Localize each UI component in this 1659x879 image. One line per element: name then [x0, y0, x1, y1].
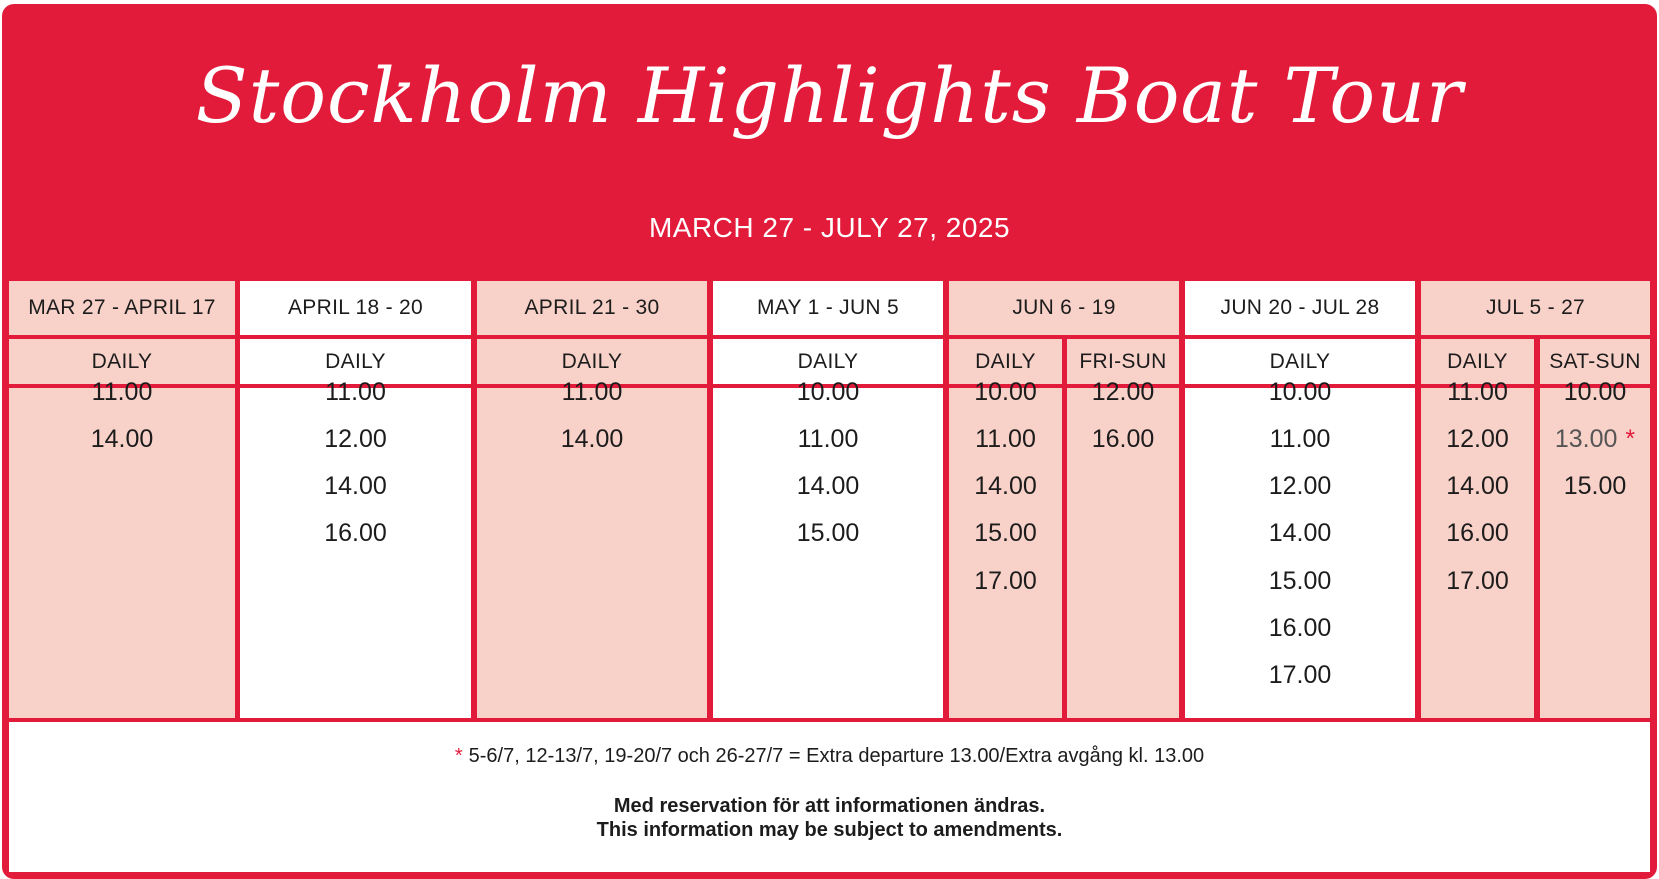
departure-times-column [713, 377, 943, 718]
footer-notes [9, 722, 1650, 872]
departure-times-column [1067, 377, 1179, 718]
departure-time [1185, 467, 1415, 507]
departure-time-value: 17.00 [1446, 566, 1509, 595]
departure-time [713, 372, 943, 412]
departure-time-value: 10.00 [1268, 377, 1332, 406]
departure-time [1185, 609, 1415, 649]
departure-time-value: 14.00 [560, 424, 624, 453]
departure-time-value: 11.00 [1269, 424, 1331, 453]
departure-time [949, 372, 1062, 412]
departure-time [713, 467, 943, 507]
departure-times-column [9, 377, 235, 718]
period-header: MAY 1 - JUN 5 [713, 281, 943, 335]
departure-time-value: 12.00 [1446, 424, 1509, 453]
departure-time [713, 419, 943, 459]
departure-time [1421, 514, 1534, 554]
departure-time-value: 13.00 [1554, 424, 1618, 453]
departure-time [1540, 419, 1650, 459]
departure-time-value: 16.00 [1091, 424, 1155, 453]
departure-time [949, 514, 1062, 554]
departure-time-value: 12.00 [1091, 377, 1155, 406]
departure-time [477, 372, 707, 412]
departure-time [1067, 372, 1179, 412]
departure-time-value: 15.00 [796, 519, 860, 548]
departure-time-value: 16.00 [1446, 519, 1509, 548]
departure-time-value: 15.00 [1268, 566, 1332, 595]
departure-time [1067, 419, 1179, 459]
departure-time [9, 419, 235, 459]
disclaimer-swedish: Med reservation för att informationen ändras. [613, 795, 1046, 817]
extra-departure-footnote [9, 745, 1650, 768]
day-type-header: DAILY [477, 339, 707, 384]
departure-time [1421, 561, 1534, 601]
footnote-text: 5-6/7, 12-13/7, 19-20/7 och 26-27/7 = Extra departure 13.00/Extra avgång kl. 13.00 [468, 745, 1205, 767]
departure-time [240, 467, 471, 507]
disclaimer-english: This information may be subject to amendments. [596, 819, 1063, 841]
departure-time [1421, 419, 1534, 459]
departure-time-value: 14.00 [1446, 472, 1509, 501]
departure-time-value: 10.00 [974, 377, 1037, 406]
period-header: APRIL 18 - 20 [240, 281, 471, 335]
departure-time-value: 16.00 [324, 519, 387, 548]
departure-time-value: 12.00 [1268, 472, 1332, 501]
departure-time-value: 11.00 [797, 424, 859, 453]
page-title: Stockholm Highlights Boat Tour [195, 51, 1464, 140]
departure-time [1185, 514, 1415, 554]
departure-time-value: 11.00 [1447, 377, 1508, 406]
departure-time [477, 419, 707, 459]
departure-time [1421, 372, 1534, 412]
period-header: APRIL 21 - 30 [477, 281, 707, 335]
departure-time-value: 14.00 [1268, 519, 1332, 548]
day-type-header: DAILY [1185, 339, 1415, 384]
departure-time [240, 372, 471, 412]
departure-time [240, 419, 471, 459]
departure-times-column [1421, 377, 1534, 718]
departure-time [1540, 372, 1650, 412]
day-type-header: DAILY [240, 339, 471, 384]
departure-time-value: 14.00 [324, 472, 387, 501]
departure-time-value: 14.00 [90, 424, 154, 453]
departure-time [1421, 467, 1534, 507]
day-type-header: SAT-SUN [1540, 339, 1650, 384]
departure-time-value: 15.00 [1563, 472, 1627, 501]
departure-time [1185, 561, 1415, 601]
departure-time [9, 372, 235, 412]
departure-time [949, 419, 1062, 459]
departure-time-value: 10.00 [1563, 377, 1627, 406]
departure-time [713, 514, 943, 554]
day-type-header: DAILY [713, 339, 943, 384]
day-type-header: DAILY [1421, 339, 1534, 384]
departure-time-value: 11.00 [561, 377, 623, 406]
departure-time-value: 15.00 [974, 519, 1037, 548]
departure-time-value: 17.00 [974, 566, 1037, 595]
day-type-header: DAILY [9, 339, 235, 384]
departure-time-value: 10.00 [796, 377, 860, 406]
period-header: JUN 6 - 19 [949, 281, 1179, 335]
departure-times-column [949, 377, 1062, 718]
period-header: JUL 5 - 27 [1421, 281, 1650, 335]
extra-departure-marker: * [1625, 424, 1636, 453]
departure-time-value: 14.00 [974, 472, 1037, 501]
departure-time [949, 467, 1062, 507]
departure-time [1185, 419, 1415, 459]
period-header: JUN 20 - JUL 28 [1185, 281, 1415, 335]
departure-time-value: 14.00 [796, 472, 860, 501]
departure-time [1185, 372, 1415, 412]
day-type-header: DAILY [949, 339, 1062, 384]
departure-time [240, 514, 471, 554]
period-header: MAR 27 - APRIL 17 [9, 281, 235, 335]
departure-time-value: 16.00 [1268, 614, 1332, 642]
departure-time [1540, 467, 1650, 507]
departure-time-value: 11.00 [325, 377, 386, 406]
departure-times-column [240, 377, 471, 718]
departure-time [1185, 656, 1415, 696]
departure-time-value: 11.00 [91, 377, 153, 406]
day-type-header: FRI-SUN [1067, 339, 1179, 384]
departure-time-value: 17.00 [1268, 661, 1332, 690]
departure-times-column [1185, 377, 1415, 718]
departure-time-value: 11.00 [975, 424, 1036, 453]
departure-time-value: 12.00 [324, 424, 387, 453]
footnote-marker: * [454, 745, 463, 767]
season-date-range: MARCH 27 - JULY 27, 2025 [648, 212, 1011, 243]
departure-times-column [1540, 377, 1650, 718]
departure-time [949, 561, 1062, 601]
departure-times-column [477, 377, 707, 718]
